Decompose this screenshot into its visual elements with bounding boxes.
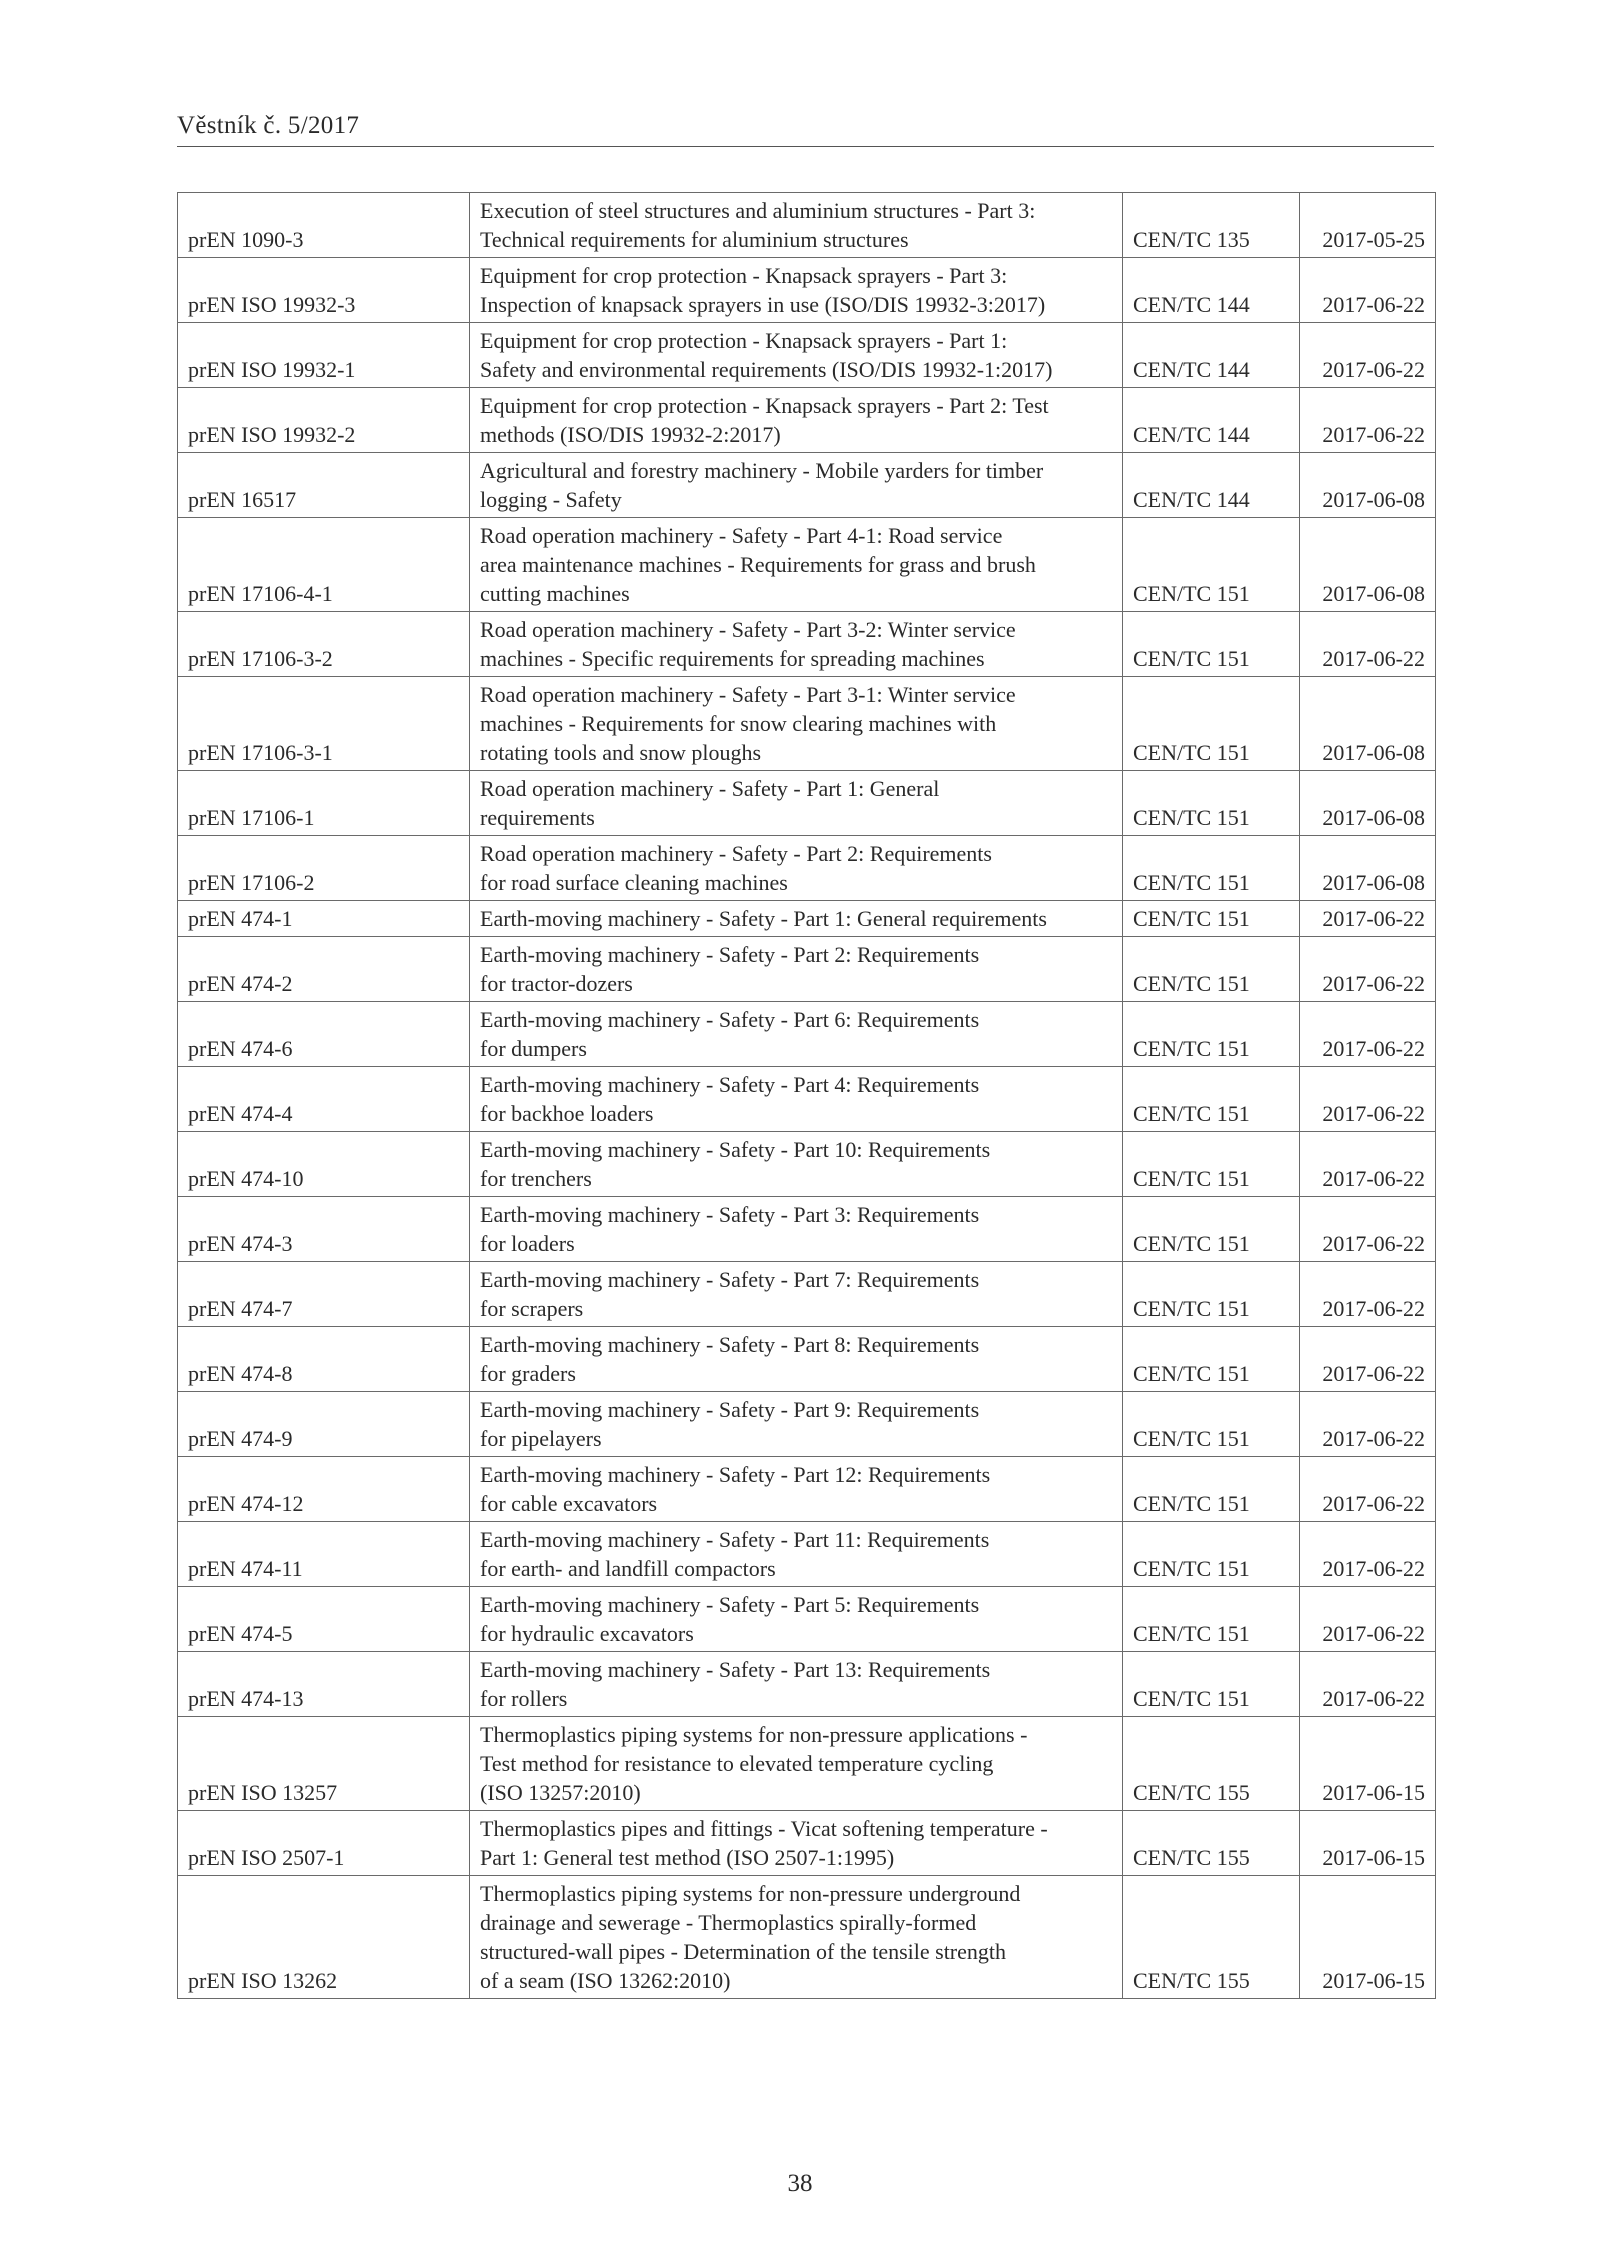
standard-title: Execution of steel structures and aluminium structures - Part 3: Technical requirements for aluminium structures (470, 193, 1123, 258)
technical-committee: CEN/TC 151 (1123, 1132, 1300, 1197)
standard-title: Thermoplastics pipes and fittings - Vicat softening temperature - Part 1: General test method (ISO 2507-1:1995) (470, 1811, 1123, 1876)
table-row (178, 1262, 1436, 1327)
standard-code: prEN 474-5 (178, 1587, 470, 1652)
standard-code: prEN 474-4 (178, 1067, 470, 1132)
standard-title: Thermoplastics piping systems for non-pressure applications - Test method for resistance to elevated temperature cycling (ISO 13257:2010) (470, 1717, 1123, 1811)
table-row (178, 677, 1436, 771)
deadline-date: 2017-06-22 (1300, 1262, 1436, 1327)
technical-committee: CEN/TC 151 (1123, 1522, 1300, 1587)
standard-title: Earth-moving machinery - Safety - Part 13: Requirements for rollers (470, 1652, 1123, 1717)
standard-title: Earth-moving machinery - Safety - Part 12: Requirements for cable excavators (470, 1457, 1123, 1522)
standards-table (177, 192, 1436, 1999)
deadline-date: 2017-06-22 (1300, 937, 1436, 1002)
standard-title: Road operation machinery - Safety - Part 4-1: Road service area maintenance machines - Requirements for grass and brush cutting machines (470, 518, 1123, 612)
standard-code: prEN 474-12 (178, 1457, 470, 1522)
technical-committee: CEN/TC 151 (1123, 612, 1300, 677)
technical-committee: CEN/TC 151 (1123, 836, 1300, 901)
page-number: 38 (787, 2170, 813, 2197)
deadline-date: 2017-06-08 (1300, 771, 1436, 836)
journal-title: Věstník č. 5/2017 (177, 112, 360, 139)
technical-committee: CEN/TC 144 (1123, 388, 1300, 453)
page-header (177, 112, 1434, 147)
technical-committee: CEN/TC 151 (1123, 677, 1300, 771)
technical-committee: CEN/TC 155 (1123, 1811, 1300, 1876)
standard-title: Earth-moving machinery - Safety - Part 3: Requirements for loaders (470, 1197, 1123, 1262)
technical-committee: CEN/TC 151 (1123, 937, 1300, 1002)
deadline-date: 2017-06-08 (1300, 453, 1436, 518)
table-row (178, 1392, 1436, 1457)
table-row (178, 937, 1436, 1002)
standard-title: Earth-moving machinery - Safety - Part 1: General requirements (470, 901, 1123, 937)
standard-code: prEN 474-1 (178, 901, 470, 937)
deadline-date: 2017-05-25 (1300, 193, 1436, 258)
standard-code: prEN 474-6 (178, 1002, 470, 1067)
standard-code: prEN ISO 2507-1 (178, 1811, 470, 1876)
standard-code: prEN 474-3 (178, 1197, 470, 1262)
standard-code: prEN 474-8 (178, 1327, 470, 1392)
standard-code: prEN 17106-2 (178, 836, 470, 901)
deadline-date: 2017-06-22 (1300, 1587, 1436, 1652)
table-row (178, 612, 1436, 677)
standard-code: prEN 474-2 (178, 937, 470, 1002)
table-row (178, 1457, 1436, 1522)
standard-code: prEN ISO 19932-2 (178, 388, 470, 453)
standard-title: Earth-moving machinery - Safety - Part 2: Requirements for tractor-dozers (470, 937, 1123, 1002)
deadline-date: 2017-06-15 (1300, 1717, 1436, 1811)
deadline-date: 2017-06-22 (1300, 1002, 1436, 1067)
standard-title: Equipment for crop protection - Knapsack sprayers - Part 3: Inspection of knapsack sprayers in use (ISO/DIS 19932-3:2017) (470, 258, 1123, 323)
table-row (178, 1717, 1436, 1811)
deadline-date: 2017-06-22 (1300, 1067, 1436, 1132)
technical-committee: CEN/TC 135 (1123, 193, 1300, 258)
standard-title: Agricultural and forestry machinery - Mobile yarders for timber logging - Safety (470, 453, 1123, 518)
deadline-date: 2017-06-22 (1300, 901, 1436, 937)
standards-table-body (178, 193, 1436, 1999)
standard-title: Earth-moving machinery - Safety - Part 10: Requirements for trenchers (470, 1132, 1123, 1197)
standard-code: prEN ISO 13262 (178, 1876, 470, 1999)
table-row (178, 771, 1436, 836)
standard-code: prEN 474-11 (178, 1522, 470, 1587)
table-row (178, 388, 1436, 453)
deadline-date: 2017-06-22 (1300, 1457, 1436, 1522)
table-row (178, 1587, 1436, 1652)
deadline-date: 2017-06-22 (1300, 258, 1436, 323)
table-row (178, 836, 1436, 901)
technical-committee: CEN/TC 151 (1123, 1262, 1300, 1327)
standard-code: prEN 16517 (178, 453, 470, 518)
standard-title: Road operation machinery - Safety - Part 3-1: Winter service machines - Requirements for snow clearing machines with rotating tools and snow ploughs (470, 677, 1123, 771)
technical-committee: CEN/TC 144 (1123, 258, 1300, 323)
standard-title: Road operation machinery - Safety - Part 2: Requirements for road surface cleaning machines (470, 836, 1123, 901)
deadline-date: 2017-06-08 (1300, 677, 1436, 771)
technical-committee: CEN/TC 155 (1123, 1717, 1300, 1811)
technical-committee: CEN/TC 151 (1123, 1587, 1300, 1652)
technical-committee: CEN/TC 151 (1123, 771, 1300, 836)
table-row (178, 1876, 1436, 1999)
standard-code: prEN 17106-3-2 (178, 612, 470, 677)
standard-title: Road operation machinery - Safety - Part 3-2: Winter service machines - Specific requirements for spreading machines (470, 612, 1123, 677)
technical-committee: CEN/TC 151 (1123, 1392, 1300, 1457)
deadline-date: 2017-06-22 (1300, 323, 1436, 388)
deadline-date: 2017-06-15 (1300, 1876, 1436, 1999)
standard-code: prEN 17106-3-1 (178, 677, 470, 771)
standard-title: Earth-moving machinery - Safety - Part 6: Requirements for dumpers (470, 1002, 1123, 1067)
table-row (178, 1132, 1436, 1197)
standard-title: Road operation machinery - Safety - Part 1: General requirements (470, 771, 1123, 836)
technical-committee: CEN/TC 151 (1123, 1067, 1300, 1132)
table-row (178, 1327, 1436, 1392)
standard-code: prEN 1090-3 (178, 193, 470, 258)
table-row (178, 1067, 1436, 1132)
deadline-date: 2017-06-08 (1300, 518, 1436, 612)
deadline-date: 2017-06-22 (1300, 1392, 1436, 1457)
table-row (178, 1652, 1436, 1717)
standard-title: Earth-moving machinery - Safety - Part 5: Requirements for hydraulic excavators (470, 1587, 1123, 1652)
technical-committee: CEN/TC 151 (1123, 1002, 1300, 1067)
table-row (178, 1002, 1436, 1067)
standard-code: prEN ISO 19932-3 (178, 258, 470, 323)
standard-title: Equipment for crop protection - Knapsack sprayers - Part 2: Test methods (ISO/DIS 19932-2:2017) (470, 388, 1123, 453)
technical-committee: CEN/TC 151 (1123, 518, 1300, 612)
standard-code: prEN 17106-1 (178, 771, 470, 836)
standard-code: prEN 474-13 (178, 1652, 470, 1717)
table-row (178, 1197, 1436, 1262)
standard-code: prEN 17106-4-1 (178, 518, 470, 612)
standard-title: Earth-moving machinery - Safety - Part 11: Requirements for earth- and landfill compactors (470, 1522, 1123, 1587)
table-row (178, 1522, 1436, 1587)
technical-committee: CEN/TC 155 (1123, 1876, 1300, 1999)
deadline-date: 2017-06-15 (1300, 1811, 1436, 1876)
standard-code: prEN ISO 13257 (178, 1717, 470, 1811)
technical-committee: CEN/TC 151 (1123, 1327, 1300, 1392)
standard-title: Earth-moving machinery - Safety - Part 7: Requirements for scrapers (470, 1262, 1123, 1327)
table-row (178, 1811, 1436, 1876)
deadline-date: 2017-06-22 (1300, 1522, 1436, 1587)
deadline-date: 2017-06-22 (1300, 1197, 1436, 1262)
standard-title: Equipment for crop protection - Knapsack sprayers - Part 1: Safety and environmental requirements (ISO/DIS 19932-1:2017) (470, 323, 1123, 388)
technical-committee: CEN/TC 151 (1123, 901, 1300, 937)
deadline-date: 2017-06-08 (1300, 836, 1436, 901)
table-row (178, 193, 1436, 258)
table-row (178, 258, 1436, 323)
deadline-date: 2017-06-22 (1300, 388, 1436, 453)
table-row (178, 323, 1436, 388)
standard-title: Earth-moving machinery - Safety - Part 8: Requirements for graders (470, 1327, 1123, 1392)
deadline-date: 2017-06-22 (1300, 1327, 1436, 1392)
deadline-date: 2017-06-22 (1300, 612, 1436, 677)
standard-code: prEN 474-7 (178, 1262, 470, 1327)
technical-committee: CEN/TC 144 (1123, 453, 1300, 518)
standard-title: Earth-moving machinery - Safety - Part 9: Requirements for pipelayers (470, 1392, 1123, 1457)
standard-code: prEN ISO 19932-1 (178, 323, 470, 388)
table-row (178, 518, 1436, 612)
standard-code: prEN 474-9 (178, 1392, 470, 1457)
standard-title: Thermoplastics piping systems for non-pressure underground drainage and sewerage - Thermoplastics spirally-formed structured-wall pipes - Determination of the tensile strength of a seam (ISO 13262:2010) (470, 1876, 1123, 1999)
technical-committee: CEN/TC 151 (1123, 1197, 1300, 1262)
technical-committee: CEN/TC 151 (1123, 1652, 1300, 1717)
standard-title: Earth-moving machinery - Safety - Part 4: Requirements for backhoe loaders (470, 1067, 1123, 1132)
deadline-date: 2017-06-22 (1300, 1132, 1436, 1197)
standard-code: prEN 474-10 (178, 1132, 470, 1197)
table-row (178, 453, 1436, 518)
table-row (178, 901, 1436, 937)
deadline-date: 2017-06-22 (1300, 1652, 1436, 1717)
technical-committee: CEN/TC 151 (1123, 1457, 1300, 1522)
technical-committee: CEN/TC 144 (1123, 323, 1300, 388)
